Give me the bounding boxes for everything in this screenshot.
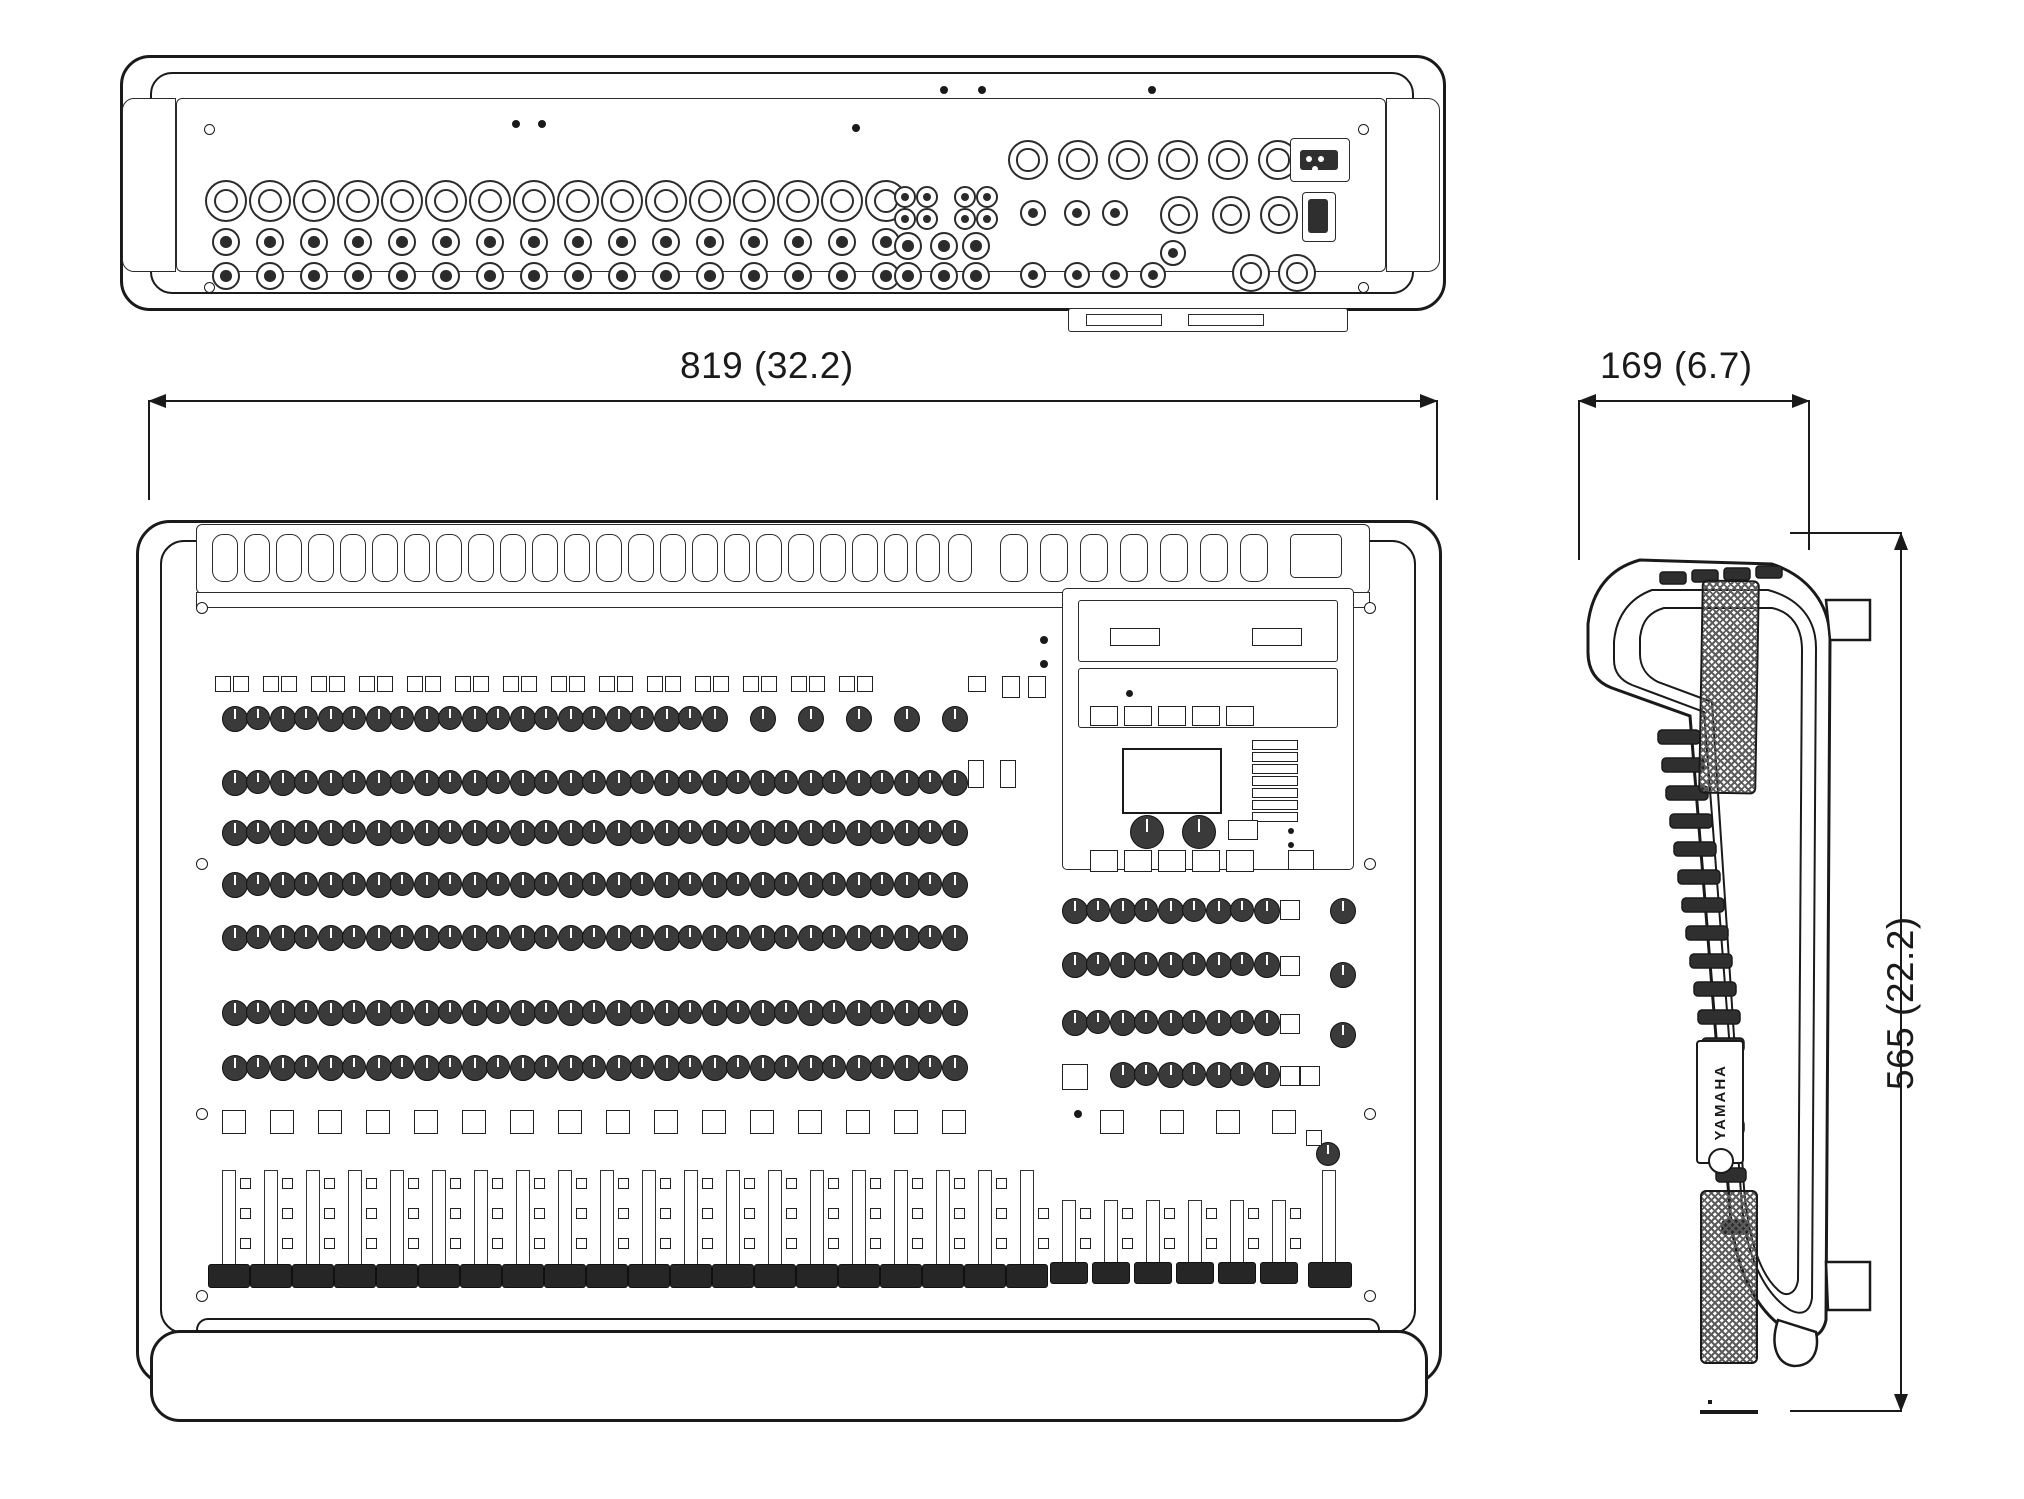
- data-encoder-1[interactable]: [1130, 815, 1164, 849]
- grille-bottom: [1700, 1410, 1704, 1414]
- dimension-height-label: 565 (22.2): [1880, 916, 1921, 1090]
- grille-lower-panel: [1700, 1190, 1758, 1364]
- dimension-depth-label: 169 (6.7): [1600, 345, 1753, 386]
- fader-cap[interactable]: [1176, 1262, 1214, 1284]
- fader-cap[interactable]: [208, 1264, 250, 1288]
- fader-cap[interactable]: [1006, 1264, 1048, 1288]
- fader-cap[interactable]: [754, 1264, 796, 1288]
- fader-cap[interactable]: [418, 1264, 460, 1288]
- fader-cap[interactable]: [964, 1264, 1006, 1288]
- brand-logo-icon: [1708, 1148, 1734, 1174]
- fader-cap[interactable]: [670, 1264, 712, 1288]
- fader-cap[interactable]: [586, 1264, 628, 1288]
- grille-mid: [1708, 1400, 1712, 1404]
- fader-cap[interactable]: [1050, 1262, 1088, 1284]
- fader-cap[interactable]: [544, 1264, 586, 1288]
- fader-cap[interactable]: [796, 1264, 838, 1288]
- grille-main: [1706, 1410, 1710, 1414]
- fader-cap[interactable]: [922, 1264, 964, 1288]
- data-encoder-2[interactable]: [1182, 815, 1216, 849]
- fader-cap[interactable]: [1260, 1262, 1298, 1284]
- brand-badge: [1696, 1040, 1744, 1164]
- fader-cap[interactable]: [250, 1264, 292, 1288]
- fader-cap[interactable]: [1218, 1262, 1256, 1284]
- fader-cap[interactable]: [1134, 1262, 1172, 1284]
- fader-cap[interactable]: [628, 1264, 670, 1288]
- fader-cap[interactable]: [1092, 1262, 1130, 1284]
- fader-cap[interactable]: [460, 1264, 502, 1288]
- fader-cap[interactable]: [334, 1264, 376, 1288]
- fader-cap[interactable]: [712, 1264, 754, 1288]
- grille-upper: [1698, 580, 1760, 795]
- dimension-width-label: 819 (32.2): [680, 345, 854, 386]
- lcd-display[interactable]: [1122, 748, 1222, 814]
- brand-label: YAMAHA: [1711, 1063, 1729, 1141]
- fader-cap[interactable]: [376, 1264, 418, 1288]
- fader-cap[interactable]: [292, 1264, 334, 1288]
- master-fader-cap[interactable]: [1308, 1262, 1352, 1288]
- fader-cap[interactable]: [502, 1264, 544, 1288]
- fader-cap[interactable]: [838, 1264, 880, 1288]
- fader-cap[interactable]: [880, 1264, 922, 1288]
